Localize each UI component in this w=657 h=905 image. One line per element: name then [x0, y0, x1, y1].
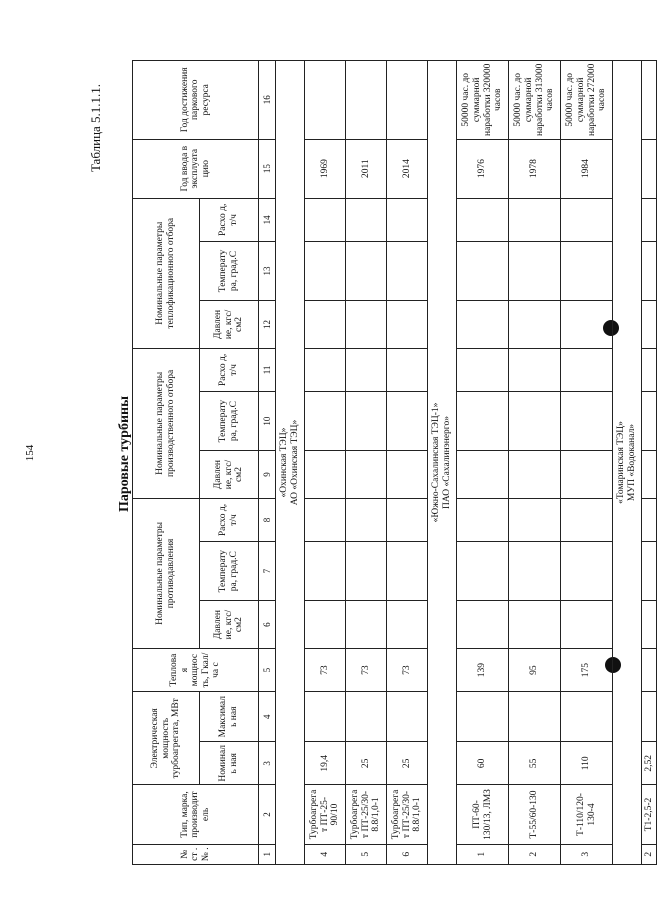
table-row	[457, 61, 509, 865]
cell-el-nominal: 25	[346, 742, 387, 785]
cell-type: ПТ-60-130/13, ЛМЗ	[457, 785, 509, 844]
table-row	[346, 61, 387, 865]
turbines-table	[132, 60, 657, 865]
org-header-tomari	[613, 61, 642, 865]
cell-el-nominal: 25	[387, 742, 428, 785]
header-bp-flow: Расхо д, т/ч	[200, 498, 259, 541]
col-number: 3	[259, 742, 276, 785]
header-el-power: Электрическая мощность турбоагрегата, МВт	[133, 692, 200, 785]
org-plant-name: «Томаринская ТЭЦ»	[616, 421, 627, 504]
header-year-in: Год ввода в эксплуата цию	[133, 139, 259, 198]
cell-el-max	[509, 692, 561, 742]
cell-num: 5	[346, 844, 387, 864]
col-number: 2	[259, 785, 276, 844]
cell-year-in: 1969	[305, 139, 346, 198]
header-hs-flow: Расхо д, т/ч	[200, 198, 259, 241]
cell-year-reach	[305, 61, 346, 140]
cell-type: Турбоагрега т ПТ-25/30-8.8/1,0-1	[387, 785, 428, 844]
cell-el-max	[642, 692, 657, 742]
cell-type: Т1-2,5-2	[642, 785, 657, 844]
org-header-ys-tec1	[428, 61, 457, 865]
cell-heat-power: 175	[561, 648, 613, 691]
table-row	[561, 61, 613, 865]
col-number: 16	[259, 61, 276, 140]
cell-year-reach: 50000 час. до суммарной наработки 313000 часов	[509, 61, 561, 140]
table-row	[305, 61, 346, 865]
org-plant-name: «Охинская ТЭЦ»	[279, 427, 290, 498]
cell-num: 3	[561, 844, 613, 864]
cell-heat-power: 139	[457, 648, 509, 691]
cell-year-in: 1978	[509, 139, 561, 198]
header-ps-pressure: Давлен ие, кгс/см2	[200, 451, 259, 499]
header-year-reach: Год достижения паркового ресурса	[133, 61, 259, 140]
cell-el-max	[457, 692, 509, 742]
col-number: 5	[259, 648, 276, 691]
table-reference: Таблица 5.1.1.1.	[88, 83, 103, 173]
cell-num: 2	[509, 844, 561, 864]
cell-year-reach: 50000 час. до суммарной наработки 320000 часов	[457, 61, 509, 140]
header-num: № ст . № .	[133, 844, 259, 864]
table-row	[642, 61, 657, 865]
header-back-pressure: Номинальные параметры противодавления	[133, 498, 200, 648]
cell-year-reach	[346, 61, 387, 140]
page-number: 154	[24, 444, 36, 462]
col-number: 9	[259, 451, 276, 499]
col-number: 15	[259, 139, 276, 198]
header-bp-pressure: Давлен ие, кгс/см2	[200, 601, 259, 649]
cell-year-reach	[642, 61, 657, 140]
header-heat-power: Теплова я мощнос ть, Гкал/ча с	[133, 648, 259, 691]
cell-year-reach	[387, 61, 428, 140]
header-type: Тип, марка, производит ель	[133, 785, 259, 844]
col-number: 14	[259, 198, 276, 241]
cell-num: 1	[457, 844, 509, 864]
cell-year-in	[642, 139, 657, 198]
cell-heat-power: 73	[387, 648, 428, 691]
cell-type: Турбоагрега т ПТ-25-90/10	[305, 785, 346, 844]
cell-year-reach: 50000 час. до суммарной наработки 272000 часов	[561, 61, 613, 140]
cell-year-in: 2011	[346, 139, 387, 198]
cell-heat-power: 95	[509, 648, 561, 691]
header-el-max: Максималь ная	[200, 692, 259, 742]
cell-type: Турбоагрега т ПТ-25/30-8.8/1,0-1	[346, 785, 387, 844]
col-number: 6	[259, 601, 276, 649]
table-row	[509, 61, 561, 865]
col-number: 11	[259, 348, 276, 391]
org-company-name: МУП «Водоканал»	[627, 423, 637, 502]
header-el-nominal: Номиналь ная	[200, 742, 259, 785]
header-ps-flow: Расхо д, т/ч	[200, 348, 259, 391]
header-prod-selection: Номинальные параметры производственного отбора	[133, 348, 200, 498]
table-row	[387, 61, 428, 865]
col-number: 10	[259, 392, 276, 451]
cell-el-max	[561, 692, 613, 742]
col-number: 1	[259, 844, 276, 864]
cell-year-in: 1976	[457, 139, 509, 198]
cell-heat-power	[642, 648, 657, 691]
cell-num: 4	[305, 844, 346, 864]
cell-el-nominal: 55	[509, 742, 561, 785]
header-ps-temp: Температу ра, град.С	[200, 392, 259, 451]
header-bp-temp: Температу ра, град.С	[200, 542, 259, 601]
cell-num: 2	[642, 844, 657, 864]
cell-type: Т-110/120-130-4	[561, 785, 613, 844]
cell-heat-power: 73	[305, 648, 346, 691]
document-title: Паровые турбины	[117, 395, 132, 513]
cell-year-in: 1984	[561, 139, 613, 198]
org-header-okha	[276, 61, 305, 865]
cell-el-nominal: 19,4	[305, 742, 346, 785]
col-number: 7	[259, 542, 276, 601]
col-number: 13	[259, 241, 276, 300]
cell-type: Т-55/60-130	[509, 785, 561, 844]
header-hs-temp: Температу ра, град.С	[200, 241, 259, 300]
cell-year-in: 2014	[387, 139, 428, 198]
col-number: 8	[259, 498, 276, 541]
col-number: 4	[259, 692, 276, 742]
cell-el-nominal: 2,52	[642, 742, 657, 785]
org-company-name: АО «Охинская ТЭЦ»	[290, 419, 300, 506]
org-plant-name: «Южно-Сахалинская ТЭЦ-1»	[431, 402, 442, 523]
cell-el-max	[387, 692, 428, 742]
cell-el-max	[346, 692, 387, 742]
header-heat-selection: Номинальные параметры теплофикационного отбора	[133, 198, 200, 348]
col-number: 12	[259, 301, 276, 349]
cell-el-max	[305, 692, 346, 742]
turbines-table-wrapper	[132, 60, 654, 865]
org-company-name: ПАО «Сахалинэнерго»	[442, 416, 452, 509]
cell-num: 6	[387, 844, 428, 864]
header-hs-pressure: Давлен ие, кгс/см2	[200, 301, 259, 349]
cell-heat-power: 73	[346, 648, 387, 691]
cell-el-nominal: 60	[457, 742, 509, 785]
cell-el-nominal: 110	[561, 742, 613, 785]
